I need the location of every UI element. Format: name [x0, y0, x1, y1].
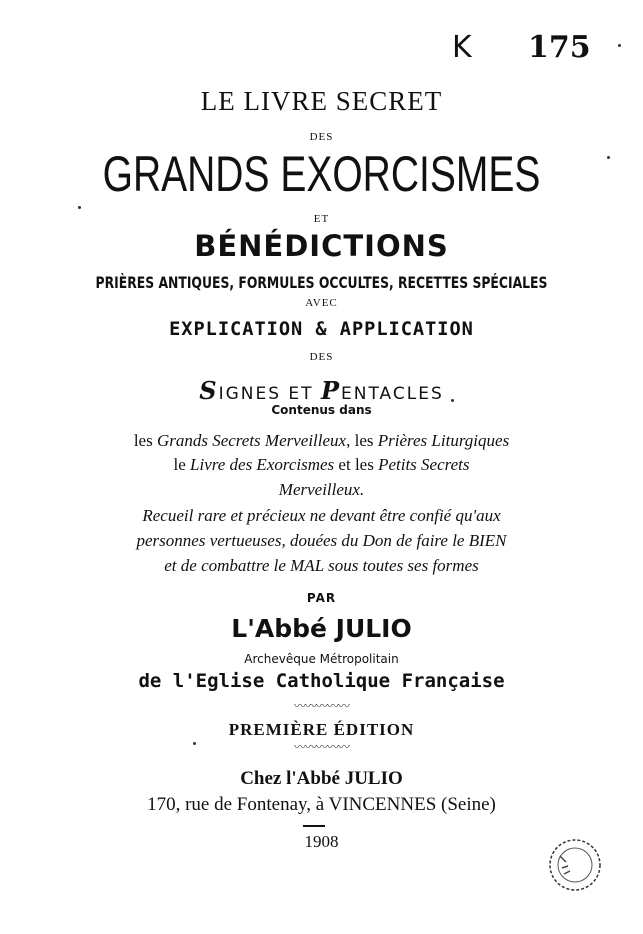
author-par: PAR — [306, 591, 337, 605]
contenus-dans: Contenus dans — [271, 403, 372, 417]
work-title: Grands Secrets Merveilleux — [156, 431, 347, 450]
work-title: Livre des Exorcismes — [190, 455, 335, 474]
speck — [607, 156, 610, 159]
author-title: Archevêque Métropolitain — [244, 652, 399, 666]
divider-rule — [303, 825, 325, 827]
subtitle-prayers: PRIÈRES ANTIQUES, FORMULES OCCULTES, RECETTES SPÉCIALES — [95, 273, 548, 292]
wave-ornament-1: 〰〰〰〰〰 — [293, 699, 349, 713]
subtitle-signes-pentacles — [0, 376, 643, 405]
body-line-2 — [0, 455, 643, 475]
speck — [78, 206, 81, 209]
speck — [193, 742, 196, 745]
title-main: GRANDS EXORCISMES — [102, 146, 541, 202]
body-text: le — [173, 455, 191, 474]
publication-year: 1908 — [304, 832, 339, 851]
title-avec: AVEC — [305, 297, 338, 309]
signes-rest: IGNES ET — [218, 384, 321, 404]
pentacles-rest: ENTACLES — [341, 384, 444, 404]
edition-label: PREMIÈRE ÉDITION — [228, 720, 415, 739]
body-text: les — [133, 431, 157, 450]
signes-initial: S — [199, 376, 219, 405]
work-title: Prières Liturgiques — [377, 431, 510, 450]
body-line-4: Recueil rare et précieux ne devant être confié qu'aux — [142, 506, 501, 525]
shelfmark-letter: K — [452, 30, 472, 65]
body-line-6: et de combattre le MAL sous toutes ses formes — [164, 556, 479, 575]
body-line-5: personnes vertueuses, douées du Don de faire le BIEN — [136, 531, 507, 550]
work-title: Petits Secrets — [378, 455, 470, 474]
body-line-3 — [0, 480, 643, 500]
title-line-1: LE LIVRE SECRET — [200, 86, 443, 116]
title-des: DES — [309, 131, 334, 143]
speck — [451, 399, 454, 402]
subtitle-explication: EXPLICATION & APPLICATION — [169, 318, 474, 340]
author-church: de l'Eglise Catholique Française — [138, 670, 505, 692]
body-text: , les — [346, 431, 378, 450]
publisher-name: Chez l'Abbé JULIO — [240, 768, 403, 789]
body-line-1 — [0, 431, 643, 451]
title-des-2: DES — [309, 351, 334, 363]
library-stamp-icon — [546, 836, 604, 894]
author-name: L'Abbé JULIO — [231, 614, 412, 643]
wave-ornament-2: 〰〰〰〰〰 — [293, 740, 349, 754]
pentacles-initial: P — [320, 376, 342, 405]
work-title: Merveilleux. — [278, 480, 365, 499]
shelfmark-number: 175 — [528, 30, 591, 65]
publisher-address: 170, rue de Fontenay, à VINCENNES (Seine) — [147, 794, 496, 815]
body-text: et les — [334, 455, 379, 474]
speck — [618, 44, 621, 47]
title-benedictions: BÉNÉDICTIONS — [194, 229, 449, 263]
title-et: ET — [313, 213, 330, 225]
